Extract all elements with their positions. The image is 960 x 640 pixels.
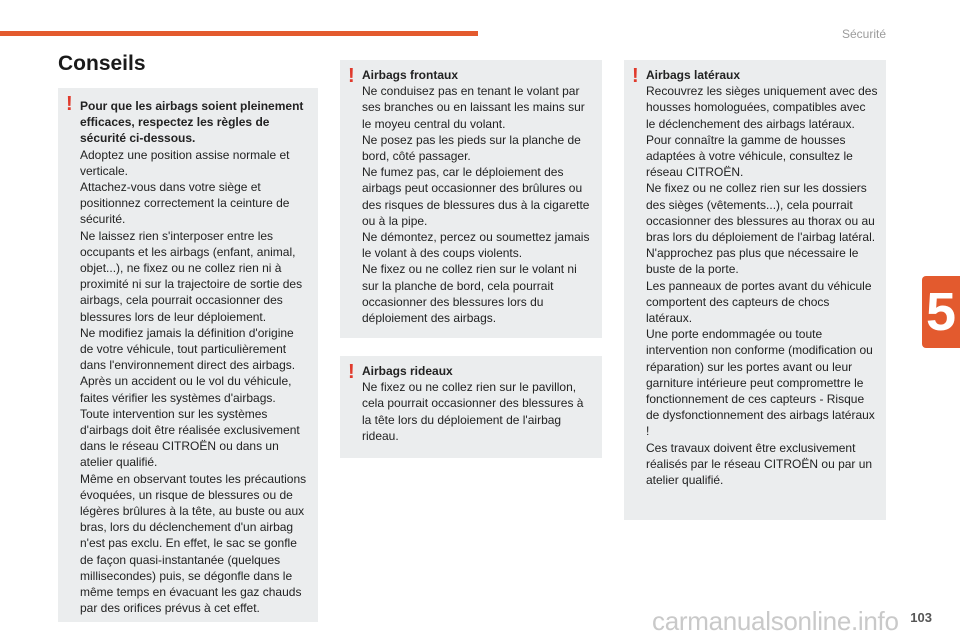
warning-icon: !	[348, 65, 355, 87]
box-paragraph: Ne démontez, percez ou soumettez jamais le volant à des coups violents.	[362, 230, 590, 261]
box-title: Airbags latéraux	[646, 68, 741, 82]
advice-box-curtain-airbags	[340, 356, 602, 458]
box-title: Airbags frontaux	[362, 68, 459, 82]
box-paragraph: Adoptez une position assise normale et verticale.	[80, 147, 290, 178]
chapter-number: 5	[925, 282, 957, 342]
box-paragraph: Ne conduisez pas en tenant le volant par ses branches ou en laissant les mains sur le moyeu central du volant.	[362, 84, 585, 131]
box-paragraph: Après un accident ou le vol du véhicule, faites vérifier les systèmes d'airbags.	[80, 374, 292, 405]
box-title: Airbags rideaux	[362, 364, 453, 378]
header-accent-bar	[0, 31, 478, 36]
box-paragraph: Ne posez pas les pieds sur la planche de bord, côté passager.	[362, 132, 581, 164]
advice-box-general	[58, 88, 318, 622]
box-paragraph: Une porte endommagée ou toute intervention non conforme (modification ou réparation) sur les portes avant ou leur garniture intérieure peut compromettre le fonctionnement de ces capteurs - Risque de dysfonctionnement des airbags latéraux !	[646, 327, 875, 439]
box-paragraph: Les panneaux de portes avant du véhicule comportent des capteurs de chocs latéraux.	[646, 278, 872, 326]
box-paragraph: Ne modifiez jamais la définition d'origine de votre véhicule, tout particulièrement dans l'environnement direct des airbags.	[80, 325, 296, 373]
advice-box-front-airbags	[340, 60, 602, 338]
page-number: 103	[910, 610, 932, 625]
box-paragraph: Recouvrez les sièges uniquement avec des housses homologuées, compatibles avec le déclenchement des airbags latéraux. Pour connaître la gamme de housses adaptées à votre véhicule, consultez le réseau CITROËN.	[646, 84, 878, 180]
box-paragraph: Même en observant toutes les précautions évoquées, un risque de blessures ou de légères brûlures à la tête, au buste ou aux bras, lors du déclenchement d'un airbag n'est pas exclu. En effet, le sac se gonfle de façon quasi-instantanée (quelques millisecondes) puis, se dégonfle dans le même temps en évacuant les gaz chauds par des orifices prévus à cet effet.	[80, 471, 307, 616]
warning-icon: !	[632, 65, 639, 87]
page-title: Conseils	[58, 52, 146, 75]
section-title: Sécurité	[841, 27, 886, 41]
box-paragraph: N'approchez pas plus que nécessaire le buste de la porte.	[646, 246, 859, 277]
box-paragraph: Toute intervention sur les systèmes d'airbags doit être réalisée exclusivement dans le réseau CITROËN ou dans un atelier qualifié.	[80, 406, 300, 470]
warning-icon: !	[66, 93, 73, 115]
box-paragraph: Ne fixez ou ne collez rien sur le volant ni sur la planche de bord, cela pourrait occasionner des blessures lors du déploiement des airbags.	[362, 262, 577, 326]
box-paragraph: Ne fixez ou ne collez rien sur les dossiers des sièges (vêtements...), cela pourrait occasionner des blessures au thorax ou au bras lors du déploiement de l'airbag latéral.	[646, 181, 876, 245]
box-paragraph: Attachez-vous dans votre siège et positionnez correctement la ceinture de sécurité.	[80, 180, 290, 227]
box-paragraph: Ces travaux doivent être exclusivement réalisés par le réseau CITROËN ou par un atelier qualifié.	[646, 440, 873, 488]
box-title: Pour que les airbags soient pleinement efficaces, respectez les règles de sécurité ci-dessous.	[80, 99, 304, 146]
box-paragraph: Ne fumez pas, car le déploiement des airbags peut occasionner des brûlures ou des risques de blessures dus à la cigarette ou à la pipe.	[362, 165, 590, 228]
box-paragraph: Ne fixez ou ne collez rien sur le pavillon, cela pourrait occasionner des blessures à la tête lors du déploiement de l'airbag rideau.	[362, 380, 584, 443]
advice-box-side-airbags	[624, 60, 886, 520]
watermark: carmanualsonline.info	[652, 606, 899, 636]
chapter-tab	[922, 276, 960, 348]
box-paragraph: Ne laissez rien s'interposer entre les occupants et les airbags (enfant, animal, objet...), ne fixez ou ne collez rien ni à proximité ni sur la trajectoire de sortie des airbags, cela pourrait occasionner des blessures lors de leur déploiement.	[80, 228, 303, 324]
warning-icon: !	[348, 361, 355, 383]
